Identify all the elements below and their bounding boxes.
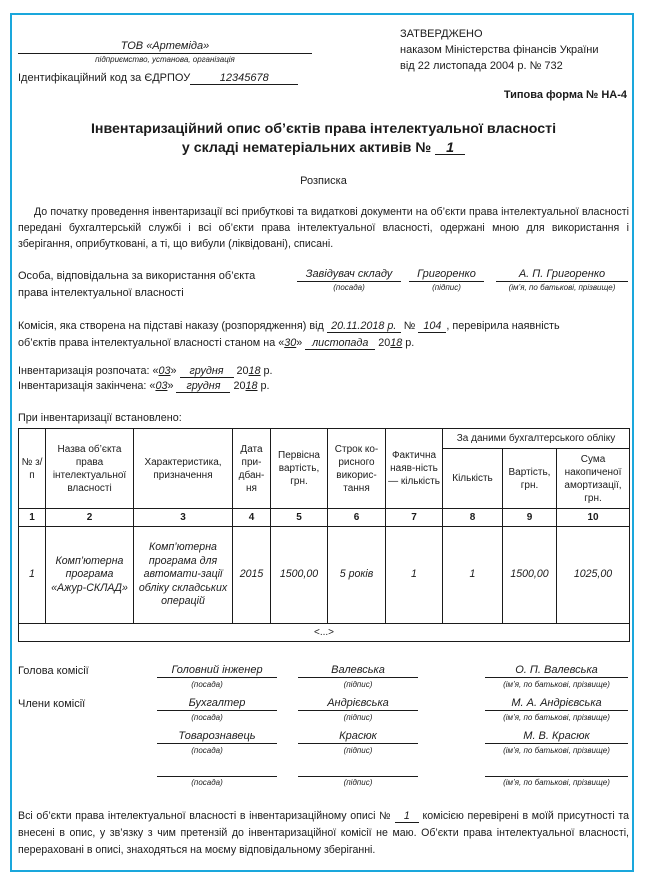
organization-name: ТОВ «Артеміда»	[120, 40, 210, 52]
signer-position: Головний інженер	[157, 664, 277, 678]
cell-useful-life: 5 років	[328, 527, 386, 624]
edrpou-line	[18, 72, 318, 85]
start-month: грудня	[180, 365, 234, 378]
check-month: листопада	[305, 337, 375, 350]
commission-line-2: об’єктів права інтелектуальної власності станом на «30» листопада 2018 р.	[18, 337, 415, 349]
responsible-label-line-1: Особа, відповідальна за використання об’єкта	[18, 270, 256, 282]
cell-name: Комп’ютерна програма «Ажур-СКЛАД»	[46, 527, 134, 624]
signer-name	[485, 763, 628, 777]
column-number: 10	[557, 509, 630, 527]
cell-characteristic: Комп’ютерна програма для автомати-зації обліку складських операцій	[134, 527, 233, 624]
responsible-label	[18, 268, 255, 302]
commission-prefix: Комісія, яка створена на підставі наказу (розпорядження) від	[18, 320, 324, 332]
header-characteristic: Характеристика, призначення	[134, 429, 233, 509]
title-line-2-text: у складі нематеріальних активів №	[181, 140, 432, 156]
end-year-end: р.	[260, 380, 270, 392]
receipt-heading: Розписка	[300, 175, 347, 187]
position-caption: (посада)	[191, 680, 223, 689]
check-day: 30	[284, 337, 297, 349]
commission-members-label: Члени комісії	[18, 698, 86, 710]
commission-line-2-prefix: об’єктів права інтелектуальної власності станом на «	[18, 337, 285, 349]
column-number: 4	[233, 509, 271, 527]
position-caption: (посада)	[191, 778, 223, 787]
signer-name: О. П. Валевська	[485, 664, 628, 678]
cell-cost: 1500,00	[503, 527, 557, 624]
head-of-commission-label: Голова комісії	[18, 665, 89, 677]
end-day: 03	[155, 380, 168, 392]
responsible-label-line-2: права інтелектуальної власності	[18, 287, 184, 299]
check-year-suffix: 18	[390, 337, 403, 349]
column-number: 7	[386, 509, 443, 527]
closing-prefix: Всі об’єкти права інтелектуальної власності в інвентаризаційному описі №	[18, 810, 392, 822]
check-year-prefix: 20	[378, 337, 391, 349]
cell-no: 1	[19, 527, 46, 624]
responsible-full-name: А. П. Григоренко	[496, 268, 628, 282]
approved-by: наказом Міністерства фінансів України	[400, 44, 599, 56]
header-actual: Фактична наяв-ність — кількість	[386, 429, 443, 509]
signer-signature: Валевська	[298, 664, 418, 678]
title-line-1: Інвентаризаційний опис об’єктів права інтелектуальної власності	[90, 121, 557, 137]
continuation-marker: <...>	[19, 624, 630, 642]
page-title	[10, 120, 637, 158]
header-quantity: Кількість	[443, 449, 503, 509]
column-number: 5	[271, 509, 328, 527]
header-cost: Вартість, грн.	[503, 449, 557, 509]
start-year-suffix: 18	[248, 365, 261, 377]
name-caption: (ім’я, по батькові, прізвище)	[503, 713, 610, 722]
cell-date: 2015	[233, 527, 271, 624]
cell-quantity: 1	[443, 527, 503, 624]
approval-block	[400, 26, 599, 74]
name-caption: (ім’я, по батькові, прізвище)	[508, 283, 616, 292]
form-type: Типова форма № НА-4	[503, 89, 627, 101]
signer-signature: Андрієвська	[298, 697, 418, 711]
position-caption: (посада)	[333, 283, 365, 292]
signer-position	[157, 763, 277, 777]
signer-position: Бухгалтер	[157, 697, 277, 711]
closing-number: 1	[395, 810, 419, 823]
signer-name: М. А. Андрієвська	[485, 697, 628, 711]
responsible-signature: Григоренко	[409, 268, 484, 282]
header-no: № з/п	[19, 429, 46, 509]
approved-date: від 22 листопада 2004 р. № 732	[400, 60, 563, 72]
header-initial-cost: Первісна вартість, грн.	[271, 429, 328, 509]
end-year-suffix: 18	[245, 380, 258, 392]
table-row	[19, 527, 630, 624]
organization-caption: підприємство, установа, організація	[95, 55, 235, 64]
start-year-end: р.	[263, 365, 273, 377]
column-number: 1	[19, 509, 46, 527]
commission-line-1	[18, 318, 629, 335]
signature-caption: (підпис)	[343, 778, 373, 787]
header-useful-life: Строк ко-рисного викорис-тання	[328, 429, 386, 509]
responsible-position: Завідувач складу	[297, 268, 401, 282]
signer-name: М. В. Красюк	[485, 730, 628, 744]
organization-field	[18, 40, 312, 54]
approved-label: ЗАТВЕРДЖЕНО	[400, 28, 483, 40]
position-caption: (посада)	[191, 746, 223, 755]
name-caption: (ім’я, по батькові, прізвище)	[503, 778, 610, 787]
header-accounting-group: За даними бухгалтерського обліку	[443, 429, 630, 449]
closing-suffix: комісією перевірені в моїй присутності та внесені в опис, у зв’язку з чим претензій до інвентаризаційної комісії не маю. Об’єкти права інтелектуальної власності, перераховані в описі, знаходяться на моєму відповідальному зберіганні.	[18, 810, 630, 856]
start-day: 03	[158, 365, 171, 377]
signer-signature: Красюк	[298, 730, 418, 744]
signature-caption: (підпис)	[343, 713, 373, 722]
check-year-end: р.	[405, 337, 415, 349]
column-number: 3	[134, 509, 233, 527]
inventory-number: 1	[435, 142, 465, 155]
signature-caption: (підпис)	[343, 680, 373, 689]
header-name: Назва об’єкта права інтелектуальної власності	[46, 429, 134, 509]
column-number: 8	[443, 509, 503, 527]
receipt-text: До початку проведення інвентаризації всі прибуткові та видаткові документи на об’єкти права інтелектуальної власності передані бухгалтерській службі і всі об’єкти права інтелектуальної власності, одержані мною для використання і зберігання, оприбутковані, а ті, що вибули (ліквідовані), списані.	[18, 206, 629, 250]
column-number: 2	[46, 509, 134, 527]
signature-caption: (підпис)	[343, 746, 373, 755]
name-caption: (ім’я, по батькові, прізвище)	[503, 746, 610, 755]
order-no-label: №	[403, 320, 416, 332]
inventory-end: Інвентаризація закінчена: «03» грудня 2018 р.	[18, 380, 270, 392]
start-label: Інвентаризація розпочата: «	[18, 365, 159, 377]
cell-amortization: 1025,00	[557, 527, 630, 624]
end-label: Інвентаризація закінчена: «	[18, 380, 156, 392]
position-caption: (посада)	[191, 713, 223, 722]
title-line-2	[10, 139, 637, 158]
header-date: Дата при-дбан-ня	[233, 429, 271, 509]
end-month: грудня	[176, 380, 230, 393]
cell-initial-cost: 1500,00	[271, 527, 328, 624]
edrpou-value: 12345678	[190, 72, 298, 85]
column-number: 6	[328, 509, 386, 527]
column-number: 9	[503, 509, 557, 527]
inventory-table	[18, 428, 630, 642]
column-numbers-row	[19, 509, 630, 527]
order-number: 104	[418, 320, 446, 333]
name-caption: (ім’я, по батькові, прізвище)	[503, 680, 610, 689]
end-year-prefix: 20	[233, 380, 246, 392]
closing-text	[18, 808, 629, 859]
signer-position: Товарознавець	[157, 730, 277, 744]
cell-actual: 1	[386, 527, 443, 624]
inventory-start: Інвентаризація розпочата: «03» грудня 2018 р.	[18, 365, 273, 377]
start-year-prefix: 20	[236, 365, 249, 377]
signer-signature	[298, 763, 418, 777]
signature-caption: (підпис)	[432, 283, 461, 292]
commission-middle: , перевірила наявність	[446, 320, 560, 332]
order-date: 20.11.2018 р.	[327, 320, 401, 333]
table-header-row	[19, 429, 630, 449]
edrpou-label: Ідентифікаційний код за ЄДРПОУ	[18, 72, 191, 84]
inventory-dates	[18, 364, 273, 394]
header-amortization: Сума накопиченої амортизації, грн.	[557, 449, 630, 509]
continuation-row	[19, 624, 630, 642]
commission-text	[18, 318, 629, 352]
table-intro: При інвентаризації встановлено:	[18, 412, 182, 424]
